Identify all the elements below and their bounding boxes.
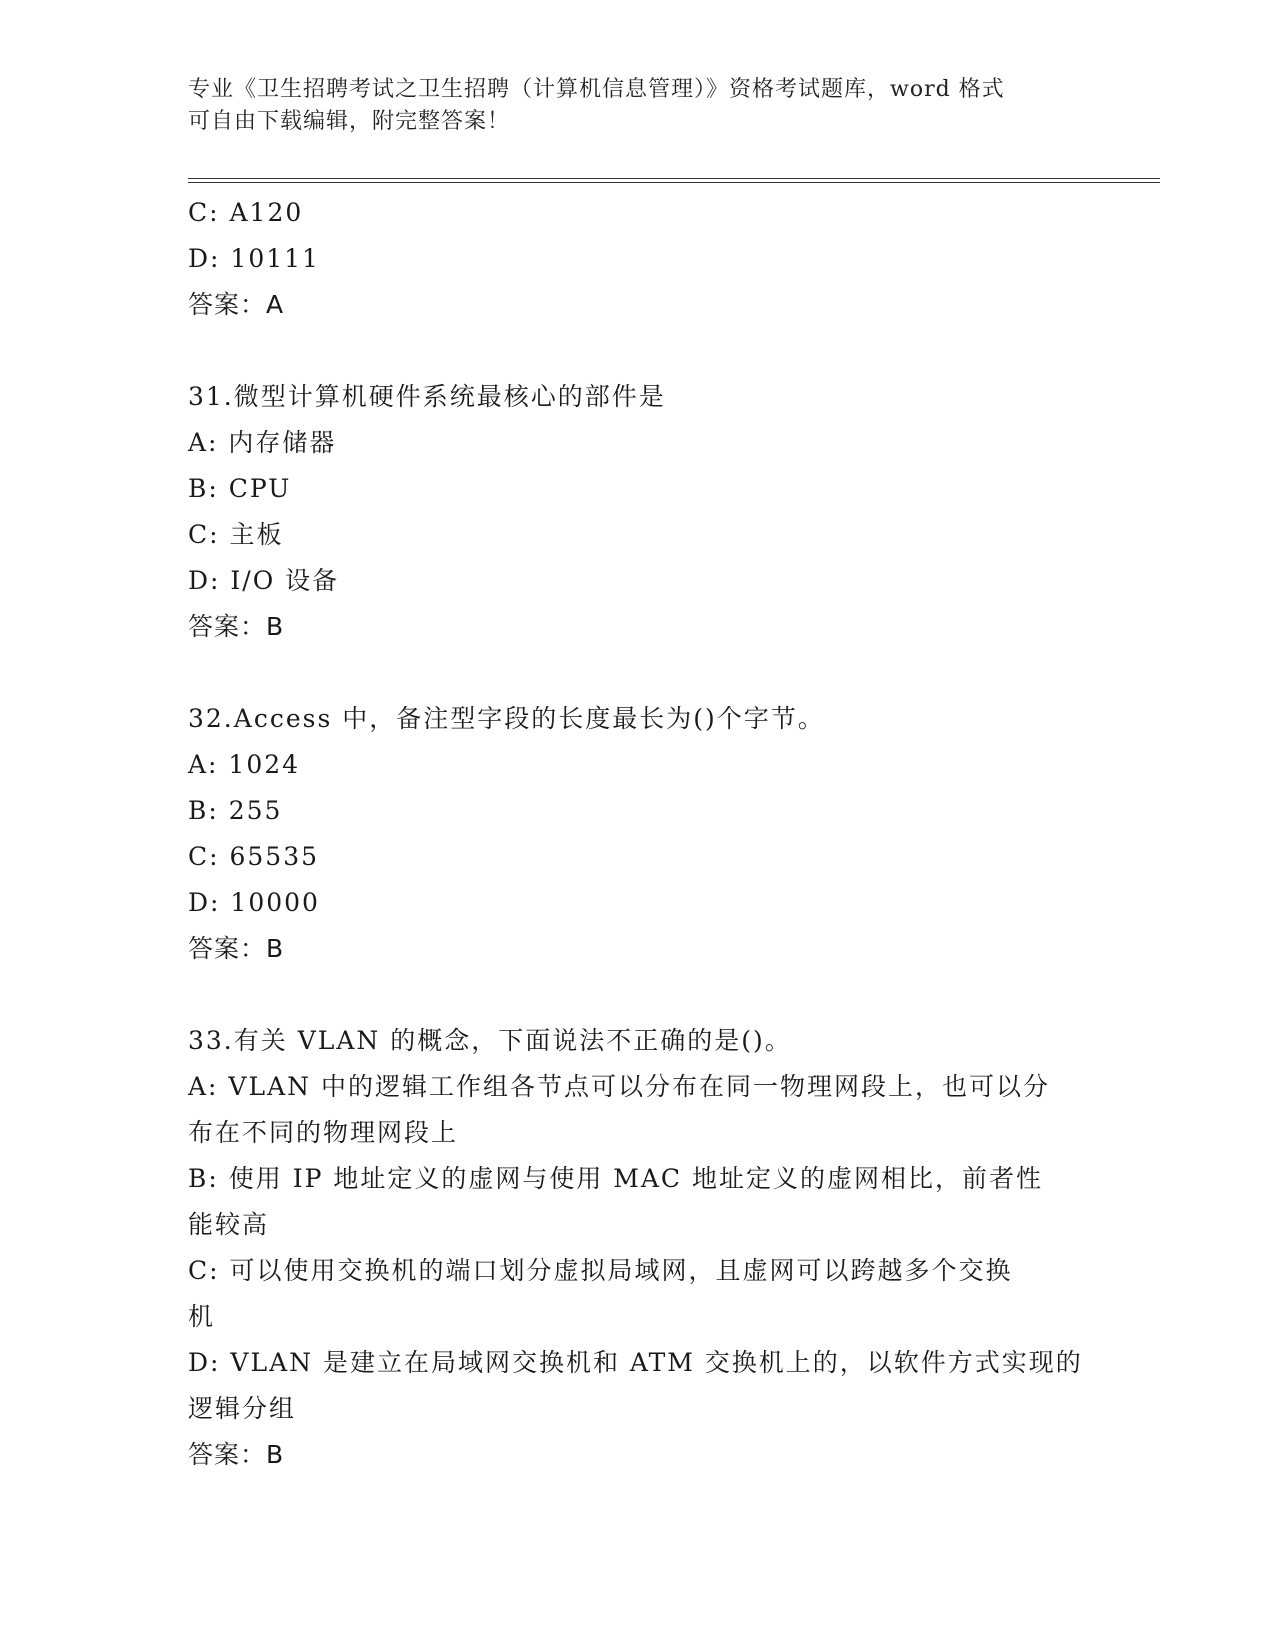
answer-line: 答案：B	[188, 934, 285, 963]
option-c: C: 65535	[188, 842, 320, 871]
question-content	[188, 190, 1088, 1478]
answer-line: 答案：B	[188, 1440, 285, 1469]
option-a-line-2: 布在不同的物理网段上	[188, 1118, 459, 1147]
option-b-line-2: 能较高	[188, 1210, 270, 1239]
question-33	[188, 1018, 1088, 1478]
question-32	[188, 696, 1088, 972]
header-line-1: 专业《卫生招聘考试之卫生招聘（计算机信息管理）》资格考试题库，word 格式	[188, 77, 1005, 102]
option-d-line-2: 逻辑分组	[188, 1394, 297, 1423]
prev-question	[188, 190, 1088, 328]
spacer	[188, 328, 1088, 374]
option-b-line-1: B: 使用 IP 地址定义的虚网与使用 MAC 地址定义的虚网相比，前者性	[188, 1164, 1044, 1193]
option-d: D: 10111	[188, 244, 320, 273]
option-d-line-1: D: VLAN 是建立在局域网交换机和 ATM 交换机上的，以软件方式实现的	[188, 1348, 1083, 1377]
option-c: C: A120	[188, 198, 304, 227]
header-divider-bottom	[188, 182, 1160, 183]
question-stem: 31.微型计算机硬件系统最核心的部件是	[188, 382, 666, 411]
option-b: B: CPU	[188, 474, 292, 503]
answer-line: 答案：A	[188, 290, 285, 319]
option-c-line-1: C: 可以使用交换机的端口划分虚拟局域网，且虚网可以跨越多个交换	[188, 1256, 1013, 1285]
spacer	[188, 972, 1088, 1018]
header-line-2: 可自由下载编辑，附完整答案！	[188, 109, 511, 134]
option-b: B: 255	[188, 796, 283, 825]
option-d: D: 10000	[188, 888, 320, 917]
option-c-line-2: 机	[188, 1302, 216, 1331]
answer-line: 答案：B	[188, 612, 285, 641]
question-31	[188, 374, 1088, 650]
option-d: D: I/O 设备	[188, 566, 340, 595]
option-c: C: 主板	[188, 520, 284, 549]
spacer	[188, 650, 1088, 696]
question-stem: 32.Access 中，备注型字段的长度最长为()个字节。	[188, 704, 825, 733]
document-header	[188, 74, 1088, 138]
option-a: A: 内存储器	[188, 428, 337, 457]
question-stem: 33.有关 VLAN 的概念，下面说法不正确的是()。	[188, 1026, 792, 1055]
header-divider-top	[188, 178, 1160, 179]
option-a: A: 1024	[188, 750, 301, 779]
option-a-line-1: A: VLAN 中的逻辑工作组各节点可以分布在同一物理网段上，也可以分	[188, 1072, 1050, 1101]
